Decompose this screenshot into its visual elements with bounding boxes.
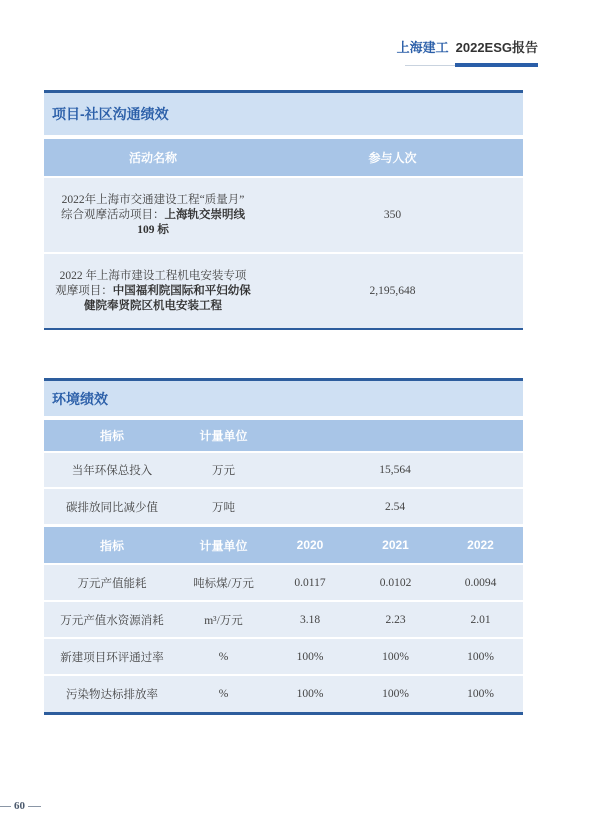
activity-line (137, 223, 169, 238)
participants-cell: 2,195,648 (369, 285, 416, 297)
column-header-empty (267, 420, 523, 451)
indicator-cell: 新建项目环评通过率 (60, 651, 164, 664)
indicator-cell: 万元产值能耗 (77, 577, 147, 590)
value-cell-2022: 2.01 (470, 613, 491, 626)
running-header (397, 40, 538, 56)
table-bottom-border (44, 712, 523, 715)
unit-cell: % (218, 650, 229, 663)
header-accent-bar (455, 63, 538, 67)
page-footer (0, 798, 41, 814)
table-row (44, 639, 523, 674)
indicator-cell: 当年环保总投入 (71, 465, 153, 477)
value-cell-2021: 100% (382, 650, 409, 663)
value-cell-2022: 100% (467, 650, 494, 663)
column-header-year-2022: 2022 (467, 538, 494, 552)
table-row (44, 602, 523, 637)
unit-cell: % (218, 688, 229, 700)
table-row (44, 489, 523, 524)
value-cell: 2.54 (384, 500, 406, 513)
participants-cell: 350 (383, 209, 402, 221)
activity-line (84, 299, 222, 314)
table-title: 环境绩效 (52, 390, 108, 407)
value-cell-2020: 100% (296, 688, 324, 700)
table-header-row (44, 527, 523, 563)
value-cell-2021: 0.0102 (379, 576, 412, 589)
unit-cell: m³/万元 (204, 614, 243, 627)
unit-cell: 万吨 (212, 501, 235, 514)
column-header-year-2020: 2020 (296, 538, 324, 552)
activity-cell (44, 254, 262, 328)
unit-cell: 吨标煤/万元 (193, 577, 254, 590)
unit-cell: 万元 (212, 465, 235, 477)
table-title-row (44, 93, 523, 135)
value-cell: 15,564 (379, 464, 411, 476)
table-header-row (44, 139, 523, 176)
column-header-unit: 计量单位 (199, 538, 248, 553)
brand-name: 上海建工 (396, 40, 449, 55)
column-header-year-2021: 2021 (382, 538, 409, 552)
activity-project-name: 109 标 (137, 223, 169, 236)
value-cell-2020: 0.0117 (294, 576, 326, 589)
table-header-row (44, 420, 523, 451)
footer-dash-left (0, 806, 11, 807)
table-row (44, 565, 523, 600)
table-bottom-border (44, 328, 523, 330)
indicator-cell: 污染物达标排放率 (66, 689, 158, 701)
community-performance-table (44, 90, 523, 330)
value-cell-2022: 100% (467, 688, 494, 700)
table-row (44, 178, 523, 252)
value-cell-2022: 0.0094 (464, 576, 497, 589)
activity-project-name: 上海轨交崇明线 (164, 208, 245, 221)
indicator-cell: 碳排放同比减少值 (66, 501, 158, 514)
environment-performance-table (44, 378, 523, 715)
column-header-unit: 计量单位 (199, 429, 248, 443)
column-header-indicator: 指标 (99, 538, 124, 553)
activity-cell (44, 178, 262, 252)
column-header-indicator: 指标 (99, 429, 124, 443)
report-name: 2022ESG报告 (455, 40, 538, 55)
activity-project-name: 健院奉贤院区机电安装工程 (84, 299, 222, 312)
value-cell-2020: 3.18 (299, 613, 321, 626)
column-header-participants: 参与人次 (368, 151, 417, 165)
table-row (44, 254, 523, 328)
page-number: 60 (14, 800, 25, 812)
activity-line (62, 193, 245, 208)
column-header-activity: 活动名称 (128, 151, 177, 165)
activity-line (55, 284, 251, 299)
footer-dash-right (28, 806, 41, 807)
value-cell-2020: 100% (296, 650, 324, 663)
table-title-row (44, 381, 523, 416)
activity-text: 综合观摩活动项目： (61, 208, 165, 221)
value-cell-2021: 100% (382, 688, 409, 700)
value-cell-2021: 2.23 (385, 613, 406, 626)
table-title: 项目-社区沟通绩效 (52, 106, 169, 122)
indicator-cell: 万元产值水资源消耗 (60, 614, 164, 627)
table-row (44, 453, 523, 487)
activity-project-name: 中国福利院国际和平妇幼保 (112, 284, 251, 297)
activity-line (61, 208, 245, 223)
activity-text: 观摩项目： (55, 284, 113, 297)
activity-text: 2022年上海市交通建设工程“质量月” (61, 193, 245, 206)
activity-line (60, 269, 247, 284)
activity-text: 2022 年上海市建设工程机电安装专项 (59, 269, 247, 282)
table-row (44, 676, 523, 712)
